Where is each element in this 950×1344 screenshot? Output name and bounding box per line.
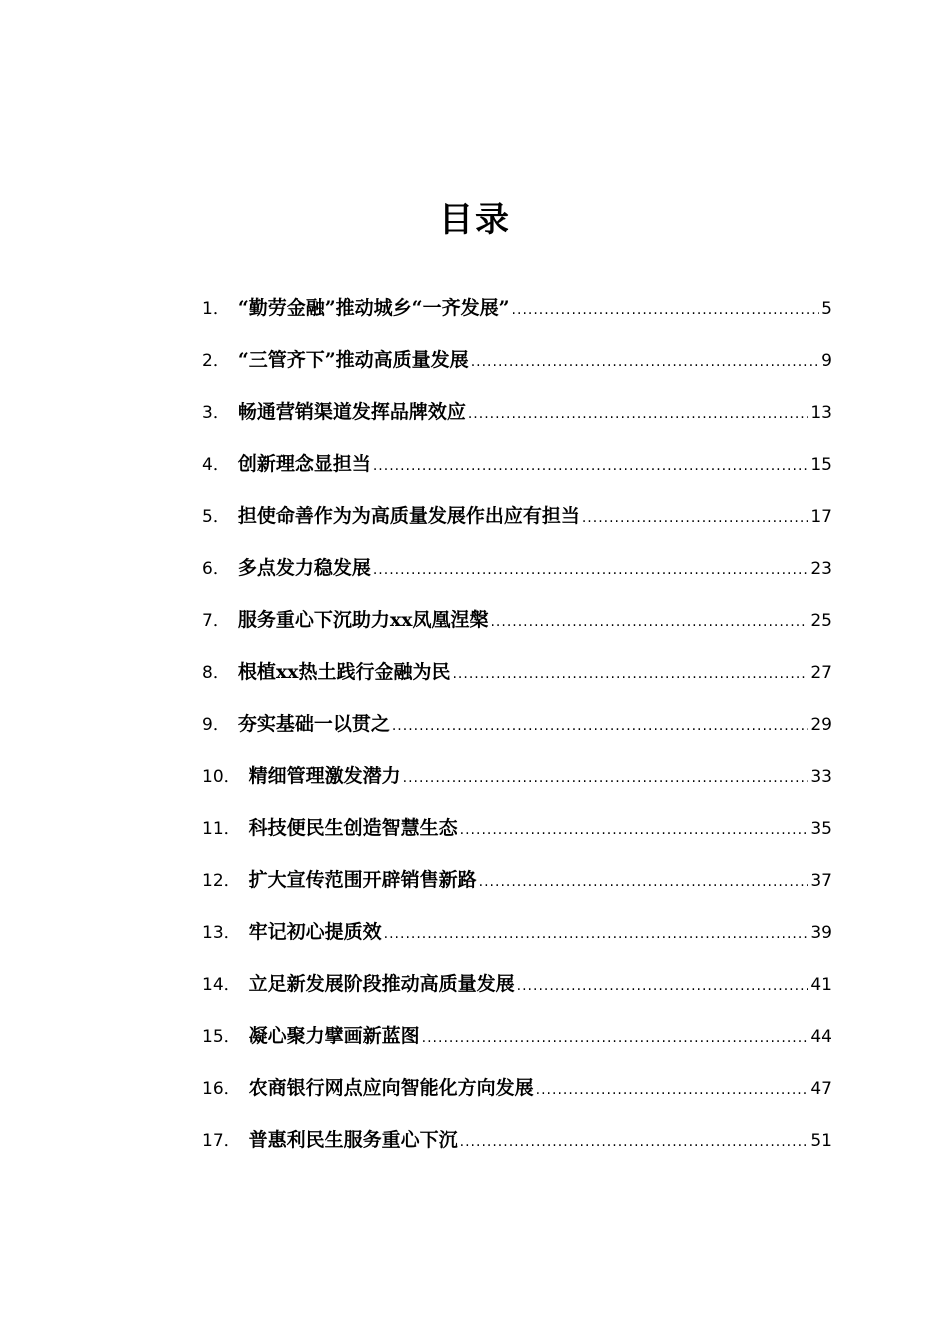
toc-dot-leader <box>479 860 809 904</box>
toc-dot-leader <box>471 340 819 384</box>
toc-entry-number: 8． <box>202 663 230 683</box>
toc-dot-leader <box>392 704 809 748</box>
toc-entry-title: “三管齐下”推动高质量发展 <box>237 349 469 371</box>
toc-entry-title: 农商银行网点应向智能化方向发展 <box>248 1077 534 1099</box>
toc-entry-page: 15 <box>810 455 832 475</box>
toc-entry-page: 9 <box>821 351 832 371</box>
toc-dot-leader <box>452 652 808 696</box>
toc-entry[interactable] <box>202 1066 832 1118</box>
toc-entry-title: “勤劳金融”推动城乡“一齐发展” <box>237 297 510 319</box>
toc-entry-number: 13． <box>202 923 241 943</box>
toc-entry-title: 服务重心下沉助力xx凤凰涅槃 <box>237 609 489 631</box>
toc-dot-leader <box>468 392 809 436</box>
toc-entry-title: 扩大宣传范围开辟销售新路 <box>248 869 477 891</box>
toc-entry-number: 3． <box>202 403 230 423</box>
toc-entry[interactable] <box>202 858 832 910</box>
toc-entry[interactable] <box>202 1118 832 1170</box>
toc-entry-page: 29 <box>810 715 832 735</box>
toc-entry-page: 51 <box>810 1131 832 1151</box>
toc-entry[interactable] <box>202 650 832 702</box>
toc-entry-title: 创新理念显担当 <box>237 453 371 475</box>
toc-entry-number: 16． <box>202 1079 241 1099</box>
toc-entry-title: 夯实基础一以贯之 <box>237 713 390 735</box>
toc-entry[interactable] <box>202 910 832 962</box>
toc-entry-number: 7． <box>202 611 230 631</box>
toc-dot-leader <box>536 1068 809 1112</box>
toc-dot-leader <box>582 496 809 540</box>
toc-entry-title: 精细管理激发潜力 <box>248 765 401 787</box>
toc-entry-number: 6． <box>202 559 230 579</box>
toc-dot-leader <box>373 444 809 488</box>
toc-entry-title: 立足新发展阶段推动高质量发展 <box>248 973 515 995</box>
toc-entry[interactable] <box>202 494 832 546</box>
toc-entry[interactable] <box>202 546 832 598</box>
toc-entry-page: 35 <box>810 819 832 839</box>
toc-entry-title: 多点发力稳发展 <box>237 557 371 579</box>
toc-entry[interactable] <box>202 806 832 858</box>
toc-entry-number: 14． <box>202 975 241 995</box>
toc-dot-leader <box>403 756 809 800</box>
toc-entry-page: 37 <box>810 871 832 891</box>
toc-entry-number: 9． <box>202 715 230 735</box>
toc-entry-page: 47 <box>810 1079 832 1099</box>
toc-entry-title: 科技便民生创造智慧生态 <box>248 817 458 839</box>
toc-entry[interactable] <box>202 1014 832 1066</box>
toc-entry[interactable] <box>202 754 832 806</box>
toc-entry-title: 凝心聚力擘画新蓝图 <box>248 1025 420 1047</box>
toc-dot-leader <box>517 964 809 1008</box>
toc-entry[interactable] <box>202 962 832 1014</box>
toc-entry[interactable] <box>202 286 832 338</box>
toc-entry[interactable] <box>202 338 832 390</box>
toc-entry-number: 17． <box>202 1131 241 1151</box>
toc-entry-number: 4． <box>202 455 230 475</box>
toc-entry-number: 15． <box>202 1027 241 1047</box>
toc-entry[interactable] <box>202 598 832 650</box>
toc-entry-number: 2． <box>202 351 230 371</box>
toc-entry-page: 33 <box>810 767 832 787</box>
toc-dot-leader <box>460 808 809 852</box>
toc-entry-title: 牢记初心提质效 <box>248 921 382 943</box>
toc-entry[interactable] <box>202 702 832 754</box>
toc-entry-page: 23 <box>810 559 832 579</box>
toc-entry-number: 5． <box>202 507 230 527</box>
toc-entry-page: 41 <box>810 975 832 995</box>
toc-dot-leader <box>490 600 808 644</box>
toc-entry[interactable] <box>202 442 832 494</box>
toc-entry-title: 担使命善作为为高质量发展作出应有担当 <box>237 505 580 527</box>
table-of-contents <box>202 286 832 1170</box>
toc-dot-leader <box>384 912 809 956</box>
toc-entry-page: 17 <box>810 507 832 527</box>
toc-entry-page: 13 <box>810 403 832 423</box>
toc-entry-number: 12． <box>202 871 241 891</box>
toc-entry-page: 27 <box>810 663 832 683</box>
toc-dot-leader <box>512 288 820 332</box>
toc-entry-title: 普惠利民生服务重心下沉 <box>248 1129 458 1151</box>
toc-entry-page: 5 <box>821 299 832 319</box>
toc-entry-page: 39 <box>810 923 832 943</box>
toc-entry-title: 根植xx热土践行金融为民 <box>237 661 451 683</box>
toc-entry-number: 10． <box>202 767 241 787</box>
toc-dot-leader <box>422 1016 809 1060</box>
toc-dot-leader <box>373 548 809 592</box>
toc-entry-title: 畅通营销渠道发挥品牌效应 <box>237 401 466 423</box>
toc-entry-page: 25 <box>810 611 832 631</box>
toc-entry-page: 44 <box>810 1027 832 1047</box>
toc-entry-number: 11． <box>202 819 241 839</box>
page-title: 目录 <box>439 200 511 240</box>
toc-entry-number: 1． <box>202 299 230 319</box>
toc-entry[interactable] <box>202 390 832 442</box>
toc-dot-leader <box>460 1120 809 1164</box>
